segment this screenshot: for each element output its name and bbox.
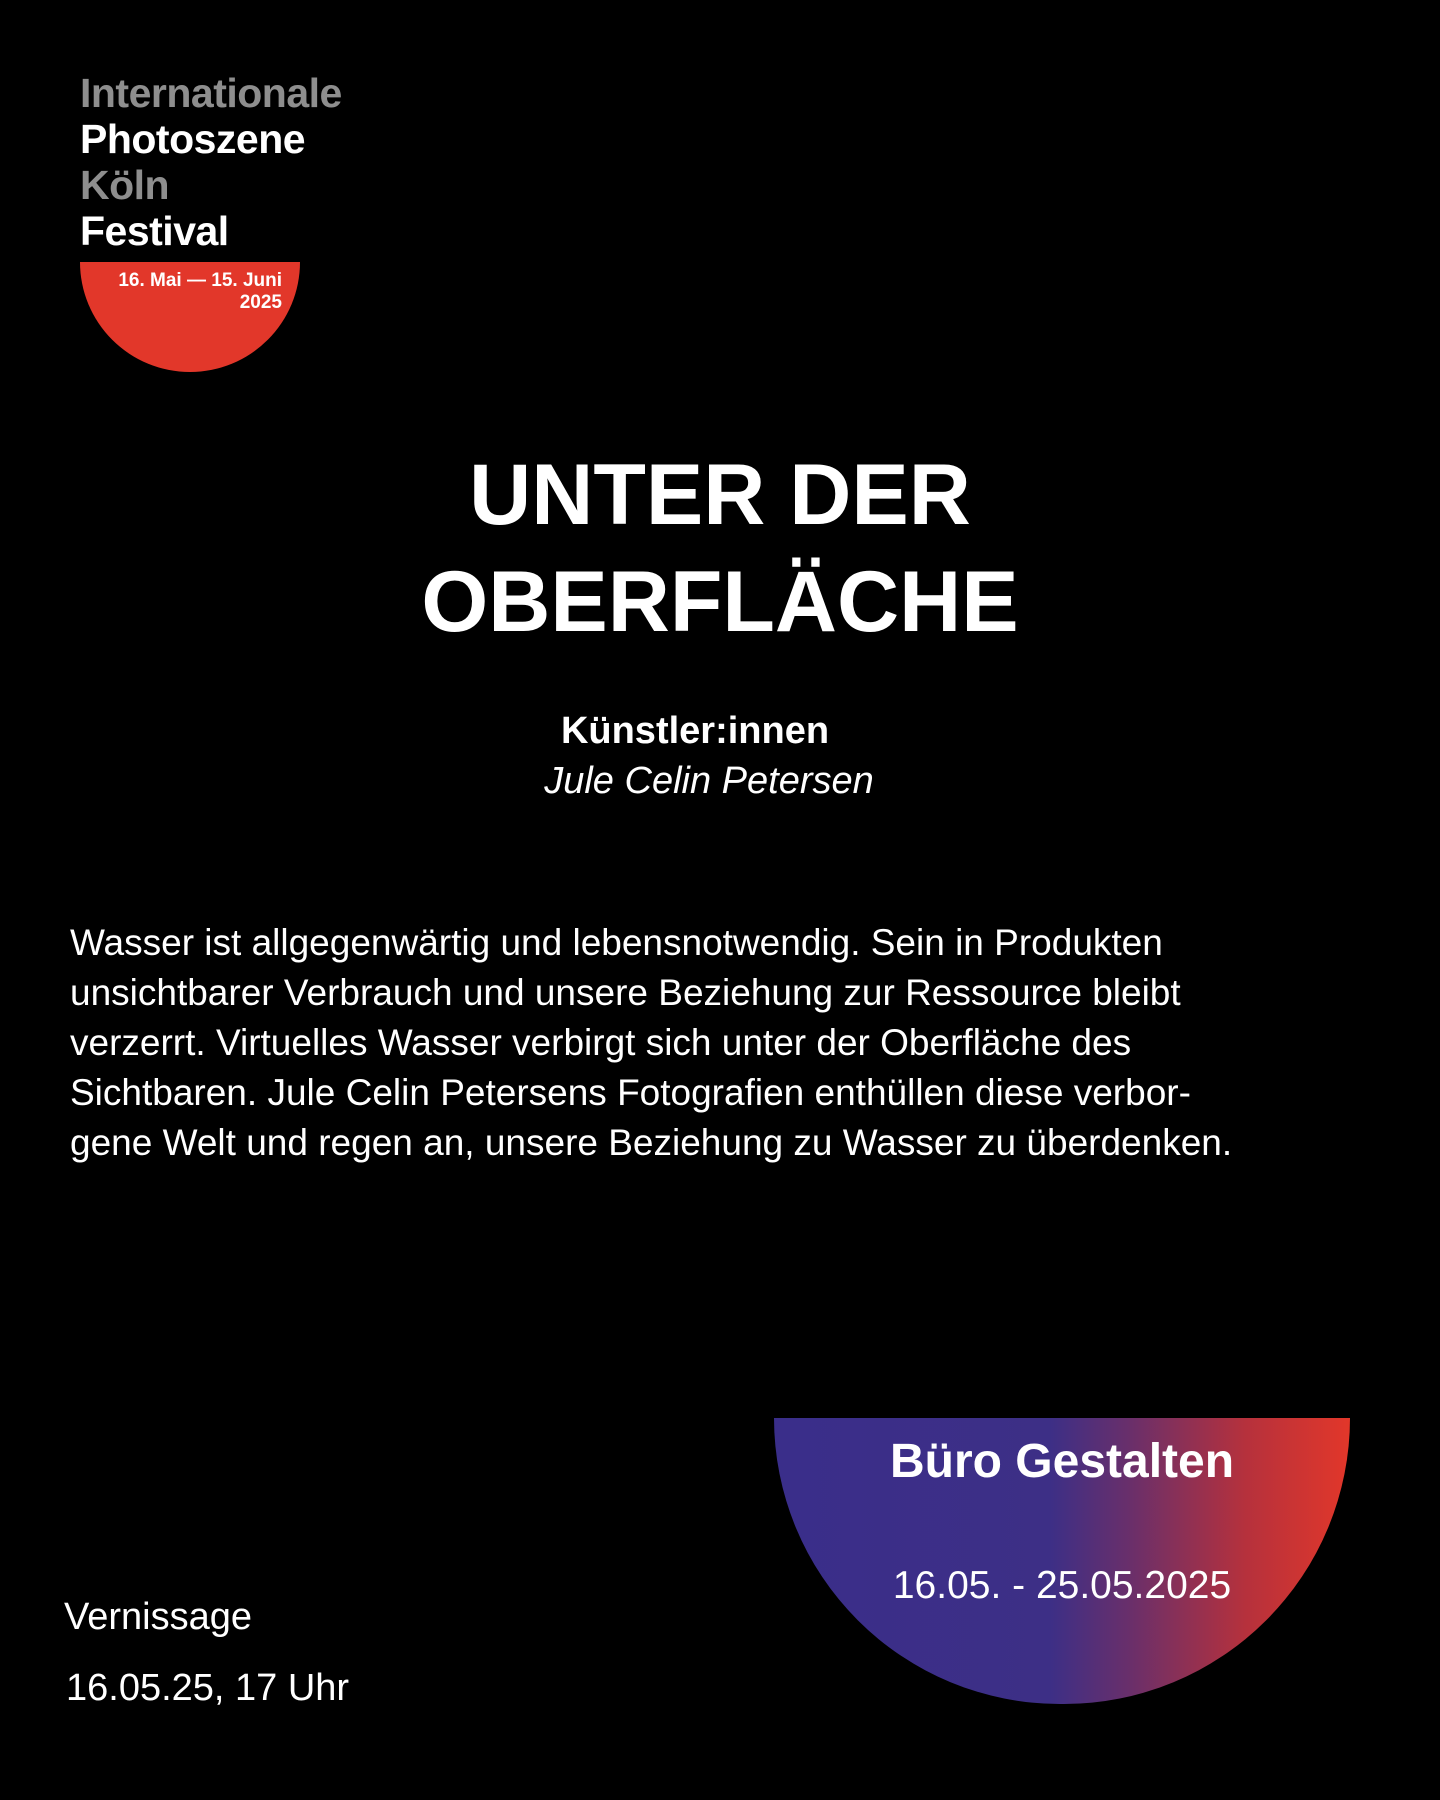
- festival-date-text: [118, 270, 282, 314]
- exhibition-title-line-1: UNTER DER: [469, 447, 971, 543]
- exhibition-title: [0, 442, 1440, 656]
- festival-date-half-circle: [80, 262, 300, 372]
- festival-date-year: 2025: [239, 292, 282, 313]
- description-line: Wasser ist allgegenwärtig und lebensnotwendig. Sein in Produkten: [70, 922, 1163, 963]
- description-line: verzerrt. Virtuelles Wasser verbirgt sich unter der Oberfläche des: [70, 1022, 1132, 1063]
- opening-label: Vernissage: [64, 1596, 253, 1638]
- exhibition-title-line-2: OBERFLÄCHE: [421, 554, 1019, 650]
- logo-line-photoszene: Photoszene: [80, 116, 306, 162]
- description-line: Sichtbaren. Jule Celin Petersens Fotografien enthüllen diese verbor-: [70, 1072, 1191, 1113]
- description-line: unsichtbarer Verbrauch und unsere Beziehung zur Ressource bleibt: [70, 972, 1181, 1013]
- venue-gradient-half-circle: [774, 1418, 1350, 1704]
- venue-dates: 16.05. - 25.05.2025: [892, 1564, 1232, 1607]
- artists-label: Künstler:innen: [560, 710, 830, 752]
- opening-date: 16.05.25, 17 Uhr: [66, 1667, 350, 1709]
- description-line: gene Welt und regen an, unsere Beziehung zu Wasser zu überdenken.: [70, 1122, 1233, 1163]
- exhibition-description: [70, 918, 1400, 1168]
- festival-logo: [80, 70, 480, 380]
- artist-name: Jule Celin Petersen: [544, 760, 874, 802]
- venue-name: Büro Gestalten: [889, 1435, 1235, 1488]
- logo-line-festival: Festival: [80, 208, 229, 254]
- logo-line-internationale: Internationale: [80, 70, 342, 116]
- logo-line-koeln: Köln: [80, 162, 170, 208]
- festival-date-range: 16. Mai — 15. Juni: [118, 270, 282, 291]
